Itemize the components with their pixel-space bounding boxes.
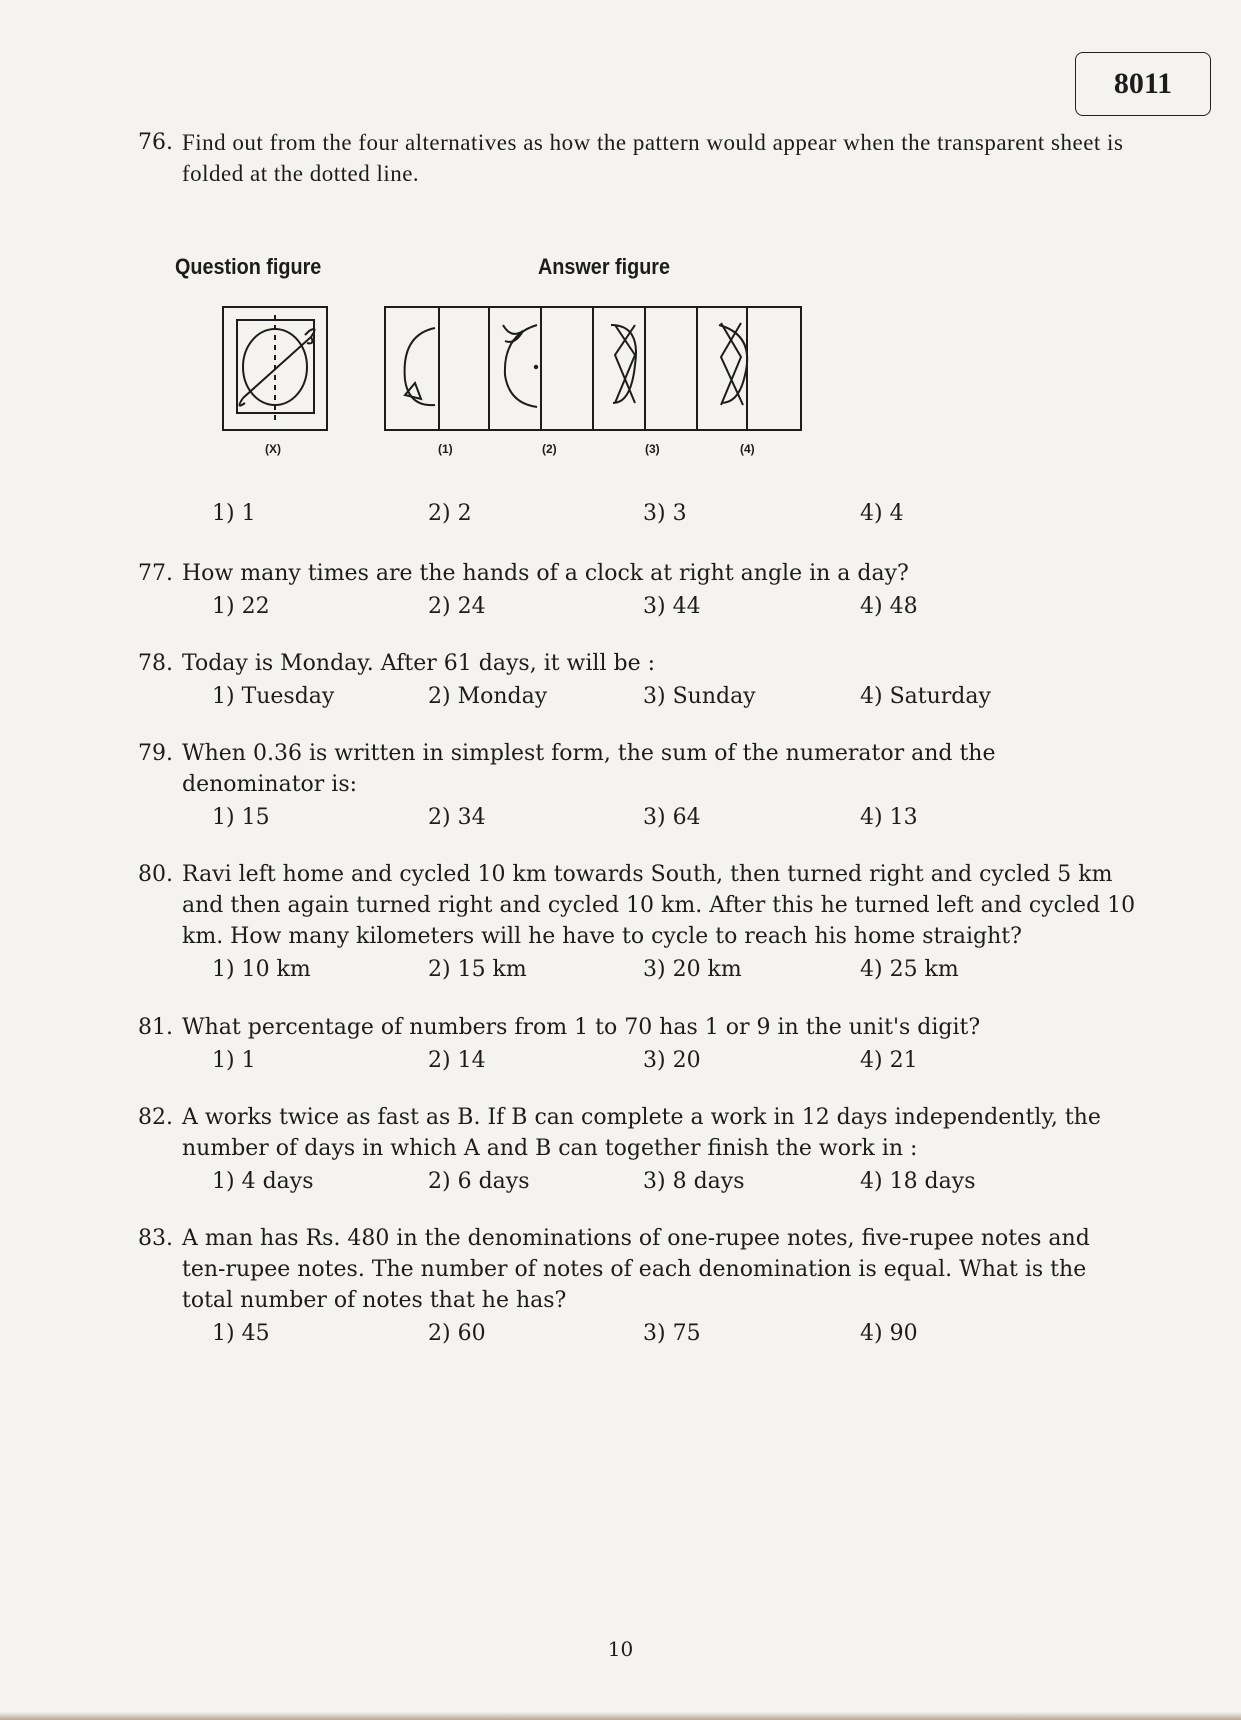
option-4: 4) 18 days [860,1169,976,1194]
question-number: 77. [138,561,173,586]
option-4: 4) 90 [860,1321,918,1346]
question-77 [138,558,1128,623]
option-1: 1) 45 [212,1321,270,1346]
caption-x: (X) [265,442,281,456]
question-number: 80. [138,862,173,887]
option-3: 3) 20 [643,1048,701,1073]
option-4: 4) Saturday [860,684,991,709]
question-number: 78. [138,651,173,676]
paper-code: 8011 [1113,67,1173,100]
option-3: 3) 64 [643,805,701,830]
question-number: 81. [138,1015,173,1040]
question-82 [138,1102,1128,1198]
answer-figure-1 [405,307,439,430]
option-3: 3) 3 [643,501,687,526]
option-4: 4) 25 km [860,957,959,982]
page-number: 10 [607,1637,634,1661]
caption-2: (2) [542,442,557,456]
question-figure-x [223,307,327,430]
question-text: When 0.36 is written in simplest form, the sum of the numerator and the denominator is: [182,741,996,797]
option-2: 2) 24 [428,594,486,619]
option-3: 3) 8 days [643,1169,745,1194]
option-2: 2) 60 [428,1321,486,1346]
question-number: 79. [138,741,173,766]
question-text: What percentage of numbers from 1 to 70 has 1 or 9 in the unit's digit? [182,1015,981,1040]
option-3: 3) Sunday [643,684,756,709]
question-text: Ravi left home and cycled 10 km towards South, then turned right and cycled 5 km and then again turned right and cycled 10 km. After this he turned left and cycled 10 km. How many kilometers will he have to cycle to reach his home straight? [182,862,1136,949]
option-4: 4) 13 [860,805,918,830]
answer-figure-4 [719,307,747,430]
option-2: 2) 14 [428,1048,486,1073]
option-2: 2) Monday [428,684,548,709]
option-1: 1) Tuesday [212,684,335,709]
answer-figure-2 [503,307,541,430]
page-bottom-edge [0,1712,1241,1720]
caption-3: (3) [645,442,660,456]
question-79 [138,738,1008,834]
option-1: 1) 4 days [212,1169,314,1194]
question-78 [138,648,1128,713]
option-1: 1) 15 [212,805,270,830]
option-2: 2) 6 days [428,1169,530,1194]
option-3: 3) 44 [643,594,701,619]
caption-1: (1) [438,442,453,456]
question-number: 76. [138,130,173,155]
option-3: 3) 20 km [643,957,742,982]
answer-figure-label: Answer figure [538,254,671,279]
option-1: 1) 22 [212,594,270,619]
question-81 [138,1012,1128,1077]
question-text: How many times are the hands of a clock at right angle in a day? [182,561,909,586]
option-2: 2) 34 [428,805,486,830]
question-text: Find out from the four alternatives as how the pattern would appear when the transparent sheet is folded at the dotted line. [182,130,1124,186]
question-76 [138,127,1138,189]
question-text: A man has Rs. 480 in the denominations of one-rupee notes, five-rupee notes and ten-rupee notes. The number of notes of each denomination is equal. What is the total number of notes that he has? [182,1226,1090,1313]
option-2: 2) 15 km [428,957,527,982]
question-text: A works twice as fast as B. If B can complete a work in 12 days independently, the number of days in which A and B can together finish the work in : [182,1105,1101,1161]
option-1: 1) 1 [212,1048,256,1073]
folding-figures [215,295,815,435]
option-4: 4) 4 [860,501,904,526]
question-83 [138,1223,1138,1350]
option-1: 1) 10 km [212,957,311,982]
caption-4: (4) [740,442,755,456]
option-4: 4) 21 [860,1048,918,1073]
question-80 [138,859,1138,986]
question-figure-label: Question figure [175,254,322,279]
option-4: 4) 48 [860,594,918,619]
option-2: 2) 2 [428,501,472,526]
paper-code-box [1075,52,1211,116]
question-76-options [138,496,1128,530]
option-3: 3) 75 [643,1321,701,1346]
option-1: 1) 1 [212,501,256,526]
question-number: 82. [138,1105,173,1130]
question-number: 83. [138,1226,173,1251]
answer-figure-3 [611,307,645,430]
question-text: Today is Monday. After 61 days, it will be : [182,651,655,676]
